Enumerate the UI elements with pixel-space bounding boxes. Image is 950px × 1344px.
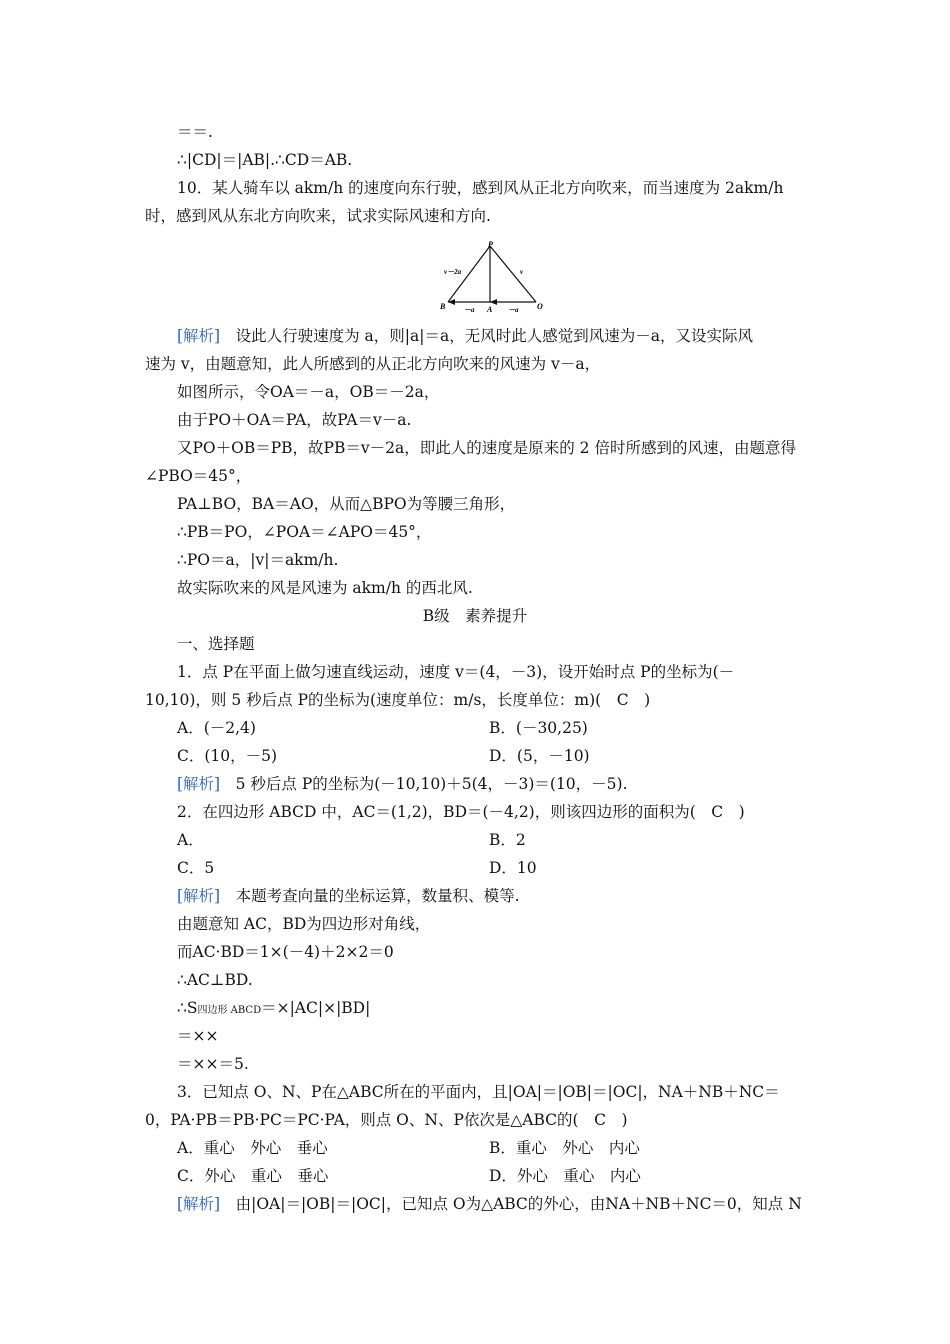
text-line: ∴PO＝a，|v|＝akm/h. xyxy=(177,551,339,569)
text-line: 由于PO＋OA＝PA，故PA＝v－a. xyxy=(177,411,412,429)
subsection-heading: 一、选择题 xyxy=(177,635,255,653)
label-v: v xyxy=(520,268,524,276)
label-v-minus-2a: v－2a xyxy=(444,268,462,276)
area-formula-line xyxy=(177,998,370,1021)
text-line: 故实际吹来的风是风速为 akm/h 的西北风. xyxy=(177,579,473,597)
question-1: 1．点 P在平面上做匀速直线运动，速度 v＝(4，－3)，设开始时点 P的坐标为(－ xyxy=(177,663,735,681)
analysis-text: 设此人行驶速度为 a，则|a|＝a，无风时此人感觉到风速为－a，又设实际风 xyxy=(220,327,753,345)
label-p: P xyxy=(488,240,493,249)
analysis-line xyxy=(177,886,520,906)
label-a: A xyxy=(487,305,493,314)
area-symbol: ∴S xyxy=(177,999,198,1017)
text-line: ∴|CD|＝|AB|.∴CD＝AB. xyxy=(177,151,353,169)
analysis-text: 本题考查向量的坐标运算，数量积、模等. xyxy=(220,887,520,905)
option-c: C．外心 重心 垂心 xyxy=(177,1167,329,1185)
option-c: C．5 xyxy=(177,859,215,877)
label-minus-a-left: －a xyxy=(464,306,475,314)
analysis-line xyxy=(177,326,753,346)
text-line: ∴PB＝PO，∠POA＝∠APO＝45°， xyxy=(177,523,432,541)
section-heading: B级 素养提升 xyxy=(422,607,528,625)
text-line: 由题意知 AC，BD为四边形对角线， xyxy=(177,915,431,933)
analysis-tag: [解析] xyxy=(177,1195,221,1213)
question-10: 10．某人骑车以 akm/h 的速度向东行驶，感到风从正北方向吹来，而当速度为 2akm/h xyxy=(177,179,784,197)
option-c: C．(10，－5) xyxy=(177,747,278,765)
text-line: ＝××＝5. xyxy=(177,1055,249,1073)
analysis-tag: [解析] xyxy=(177,887,221,905)
text-line: 速为 v，由题意知，此人所感到的从正北方向吹来的风速为 v－a， xyxy=(145,355,601,373)
text-line: ∴AC⊥BD. xyxy=(177,971,253,989)
analysis-tag: [解析] xyxy=(177,775,221,793)
text-line: ∠PBO＝45°， xyxy=(145,467,252,485)
text-line: 时，感到风从东北方向吹来，试求实际风速和方向. xyxy=(145,207,491,225)
label-o: O xyxy=(537,302,543,311)
edge-po xyxy=(490,246,536,302)
analysis-text: 5 秒后点 P的坐标为(－10,10)＋5(4，－3)＝(10，－5). xyxy=(220,775,628,793)
text-line: 而AC·BD＝1×(－4)＋2×2＝0 xyxy=(177,943,394,961)
text-line: PA⊥BO，BA＝AO，从而△BPO为等腰三角形， xyxy=(177,495,516,513)
analysis-line xyxy=(177,774,628,794)
text-line: 0，PA·PB＝PB·PC＝PC·PA，则点 O、N、P依次是△ABC的( C ) xyxy=(145,1111,628,1129)
text-line: 10,10)，则 5 秒后点 P的坐标为(速度单位：m/s，长度单位：m)( C ) xyxy=(145,691,651,709)
text-line: 如图所示，令OA＝－a，OB＝－2a， xyxy=(177,383,440,401)
question-2: 2．在四边形 ABCD 中，AC＝(1,2)，BD＝(－4,2)，则该四边形的面积为( C ) xyxy=(177,803,745,821)
option-a: A． xyxy=(177,831,204,849)
text-line: 又PO＋OB＝PB，故PB＝v－2a，即此人的速度是原来的 2 倍时所感到的风速，由题意得 xyxy=(177,439,796,457)
text-line: ＝×× xyxy=(177,1027,219,1045)
text-line: ＝＝. xyxy=(177,123,213,141)
option-b: B．重心 外心 内心 xyxy=(489,1139,640,1157)
analysis-tag: [解析] xyxy=(177,327,221,345)
option-d: D．外心 重心 内心 xyxy=(489,1167,641,1185)
option-b: B．(－30,25) xyxy=(489,719,588,737)
analysis-line xyxy=(177,1194,802,1214)
option-a: A．(－2,4) xyxy=(177,719,256,737)
option-d: D．10 xyxy=(489,859,537,877)
option-b: B．2 xyxy=(489,831,526,849)
question-3: 3．已知点 O、N、P在△ABC所在的平面内，且|OA|＝|OB|＝|OC|，NA＋NB＋NC＝ xyxy=(177,1083,780,1101)
label-b: B xyxy=(440,302,446,311)
analysis-text: 由|OA|＝|OB|＝|OC|，已知点 O为△ABC的外心，由NA＋NB＋NC＝0，知点 N xyxy=(220,1195,802,1213)
label-minus-a-right: －a xyxy=(508,306,519,314)
option-d: D．(5，－10) xyxy=(489,747,590,765)
area-subscript: 四边形 ABCD xyxy=(197,1005,262,1016)
option-a: A．重心 外心 垂心 xyxy=(177,1139,328,1157)
area-expression: ＝×|AC|×|BD| xyxy=(261,999,371,1017)
wind-vector-diagram xyxy=(430,238,550,318)
